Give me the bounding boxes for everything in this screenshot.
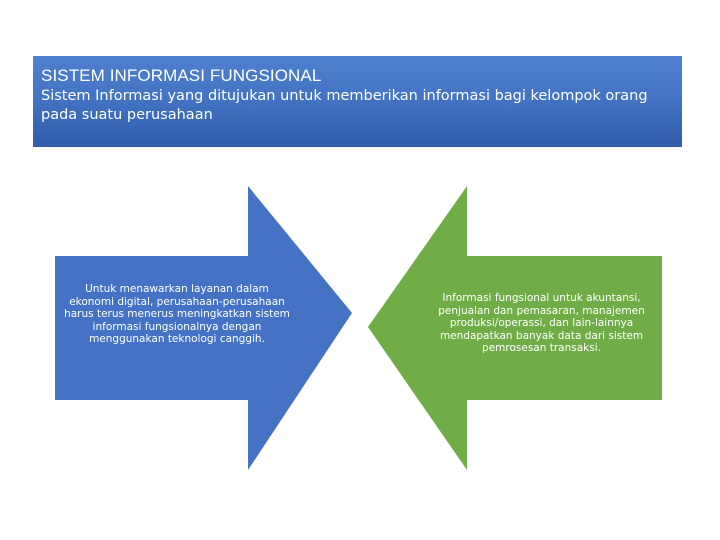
header-title: SISTEM INFORMASI FUNGSIONAL	[41, 66, 322, 85]
right-arrow-text: Informasi fungsional untuk akuntansi, penjualan dan pemasaran, manajemen produksi/operassi, dan lain-lainnya mendapatkan banyak data dari sistem pemrosesan transaksi.	[438, 292, 645, 354]
header-subtitle: Sistem Informasi yang ditujukan untuk memberikan informasi bagi kelompok orang pada suatu perusahaan	[41, 88, 648, 123]
left-arrow-text: Untuk menawarkan layanan dalam ekonomi digital, perusahaan-perusahaan harus terus menerus meningkatkan sistem informasi fungsionalnya dengan menggunakan teknologi canggih.	[64, 283, 290, 345]
